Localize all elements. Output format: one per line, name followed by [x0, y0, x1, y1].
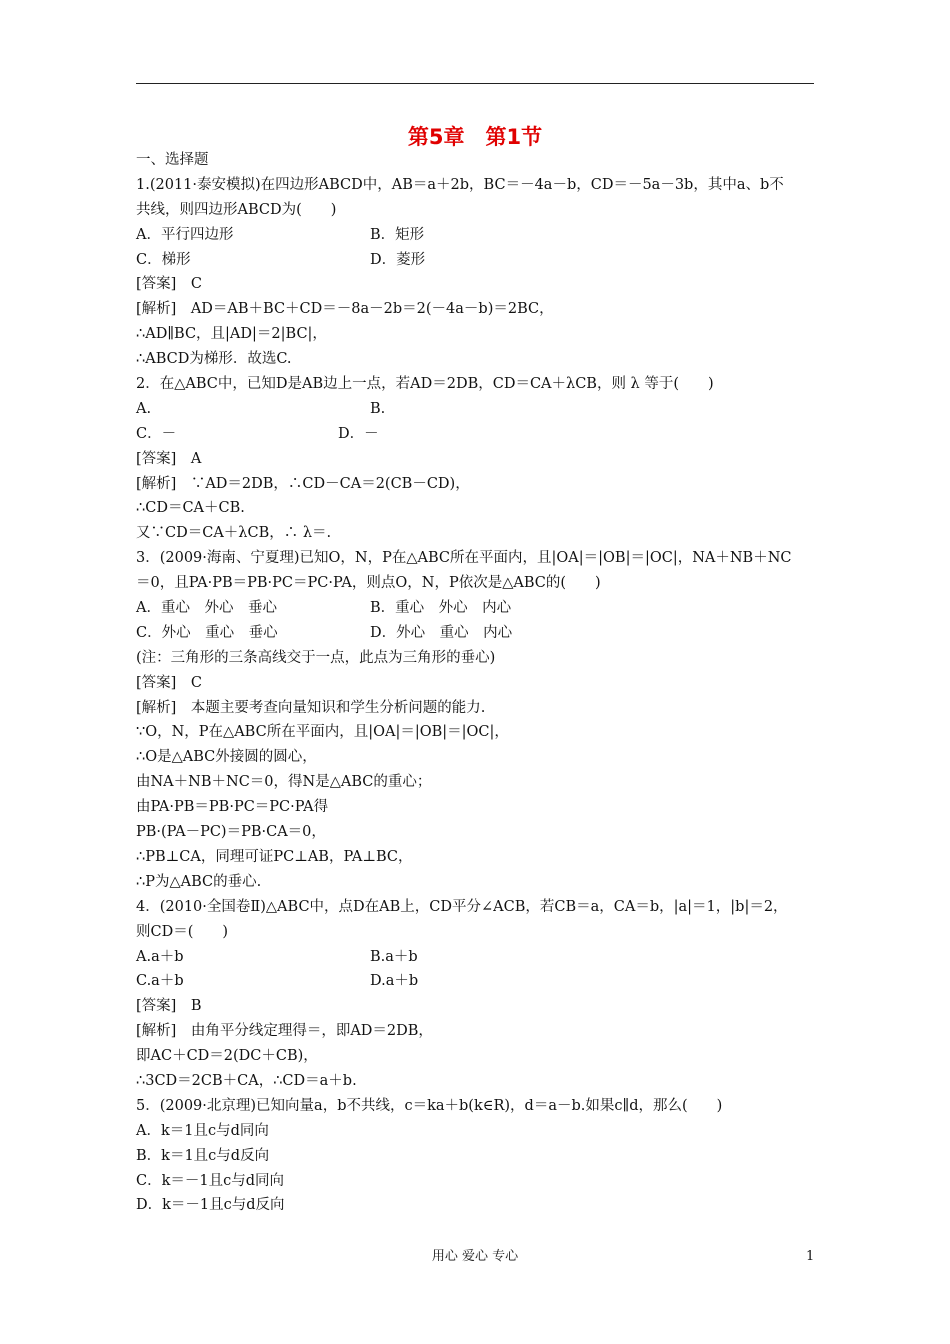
q1-explanation-1: [解析] AD＝AB＋BC＋CD＝－8a－2b＝2(－4a－b)＝2BC， [136, 301, 554, 318]
content-body [136, 148, 816, 1218]
header-rule [136, 83, 814, 84]
q1-options-cd [136, 248, 816, 273]
q2-options-cd [136, 422, 816, 447]
q2-options-ab [136, 397, 816, 422]
q4-explanation-2: 即AC＋CD＝2(DC＋CB)， [136, 1048, 318, 1065]
q1-stem-line2: 共线，则四边形ABCD为( ) [136, 201, 337, 218]
q1-option-d: D．菱形 [370, 251, 426, 268]
q3-option-c: C．外心 重心 垂心 [136, 624, 278, 641]
q4-option-c: C.a＋b [136, 973, 184, 990]
q4-explanation-1: [解析] 由角平分线定理得＝，即AD＝2DB， [136, 1023, 433, 1040]
q1-option-b: B．矩形 [370, 226, 425, 243]
q4-options-cd [136, 969, 816, 994]
q4-option-a: A.a＋b [136, 948, 184, 965]
chapter-title: 第5章 第1节 [407, 125, 543, 149]
q2-option-d: D．－ [338, 425, 379, 442]
q5-option-d: D．k＝－1且c与d反向 [136, 1197, 285, 1214]
q3-explanation-6: PB·(PA－PC)＝PB·CA＝0， [136, 824, 326, 841]
q1-stem-line1: 1.(2011·泰安模拟)在四边形ABCD中，AB＝a＋2b，BC＝－4a－b，CD＝－5a－3b，其中a、b不 [136, 176, 784, 193]
q3-stem-line2: ＝0，且PA·PB＝PB·PC＝PC·PA，则点O，N，P依次是△ABC的( ) [136, 575, 601, 592]
q4-explanation-3: ∴3CD＝2CB＋CA，∴CD＝a＋b. [136, 1072, 357, 1089]
q3-note: (注：三角形的三条高线交于一点，此点为三角形的垂心) [136, 649, 496, 666]
q3-explanation-7: ∴PB⊥CA，同理可证PC⊥AB，PA⊥BC， [136, 848, 413, 865]
q5-option-a: A．k＝1且c与d同向 [136, 1122, 269, 1139]
q3-options-ab [136, 596, 816, 621]
q2-option-a: A. [136, 400, 152, 417]
q4-stem-line2: 则CD＝( ) [136, 923, 229, 940]
q3-answer: [答案] C [136, 674, 202, 691]
q3-options-cd [136, 621, 816, 646]
q4-answer: [答案] B [136, 998, 202, 1015]
q2-explanation-1: [解析] ∵AD＝2DB，∴CD－CA＝2(CB－CD)， [136, 475, 470, 492]
footer-text: 用心 爱心 专心 [431, 1249, 519, 1264]
q3-explanation-1: [解析] 本题主要考查向量知识和学生分析问题的能力. [136, 699, 486, 716]
q5-option-c: C．k＝－1且c与d同向 [136, 1172, 285, 1189]
q4-options-ab [136, 945, 816, 970]
q1-explanation-2: ∴AD∥BC，且|AD|＝2|BC|， [136, 326, 327, 343]
q2-option-c: C．－ [136, 425, 177, 442]
q3-option-b: B．重心 外心 内心 [370, 600, 512, 617]
q3-stem-line1: 3．(2009·海南、宁夏理)已知O，N，P在△ABC所在平面内，且|OA|＝|OB|＝|OC|，NA＋NB＋NC [136, 550, 792, 567]
q3-explanation-8: ∴P为△ABC的垂心. [136, 873, 262, 890]
q2-explanation-2: ∴CD＝CA＋CB. [136, 500, 245, 517]
q2-explanation-3: 又∵CD＝CA＋λCB，∴ λ＝. [136, 525, 332, 542]
q3-option-d: D．外心 重心 内心 [370, 624, 513, 641]
q1-option-c: C．梯形 [136, 251, 191, 268]
section-heading: 一、选择题 [136, 152, 209, 168]
q2-stem: 2．在△ABC中，已知D是AB边上一点，若AD＝2DB，CD＝CA＋λCB，则 λ 等于( ) [136, 376, 714, 393]
q3-explanation-3: ∴O是△ABC外接圆的圆心， [136, 749, 317, 766]
q3-explanation-2: ∵O，N，P在△ABC所在平面内，且|OA|＝|OB|＝|OC|， [136, 724, 509, 741]
q4-stem-line1: 4．(2010·全国卷Ⅱ)△ABC中，点D在AB上，CD平分∠ACB，若CB＝a，CA＝b，|a|＝1，|b|＝2， [136, 898, 788, 915]
q3-explanation-5: 由PA·PB＝PB·PC＝PC·PA得 [136, 799, 329, 816]
q4-option-b: B.a＋b [370, 948, 418, 965]
q5-stem: 5．(2009·北京理)已知向量a，b不共线，c＝ka＋b(k∈R)，d＝a－b.如果c∥d，那么( ) [136, 1097, 723, 1114]
q1-explanation-3: ∴ABCD为梯形．故选C. [136, 351, 292, 368]
q1-answer: [答案] C [136, 276, 202, 293]
q5-option-b: B．k＝1且c与d反向 [136, 1147, 270, 1164]
q3-explanation-4: 由NA＋NB＋NC＝0，得N是△ABC的重心； [136, 774, 432, 791]
q4-option-d: D.a＋b [370, 973, 419, 990]
q2-answer: [答案] A [136, 450, 202, 467]
q1-options-ab [136, 223, 816, 248]
page-number: 1 [806, 1249, 815, 1264]
q2-option-b: B. [370, 400, 386, 417]
q3-option-a: A．重心 外心 垂心 [136, 600, 277, 617]
q1-option-a: A．平行四边形 [136, 226, 234, 243]
